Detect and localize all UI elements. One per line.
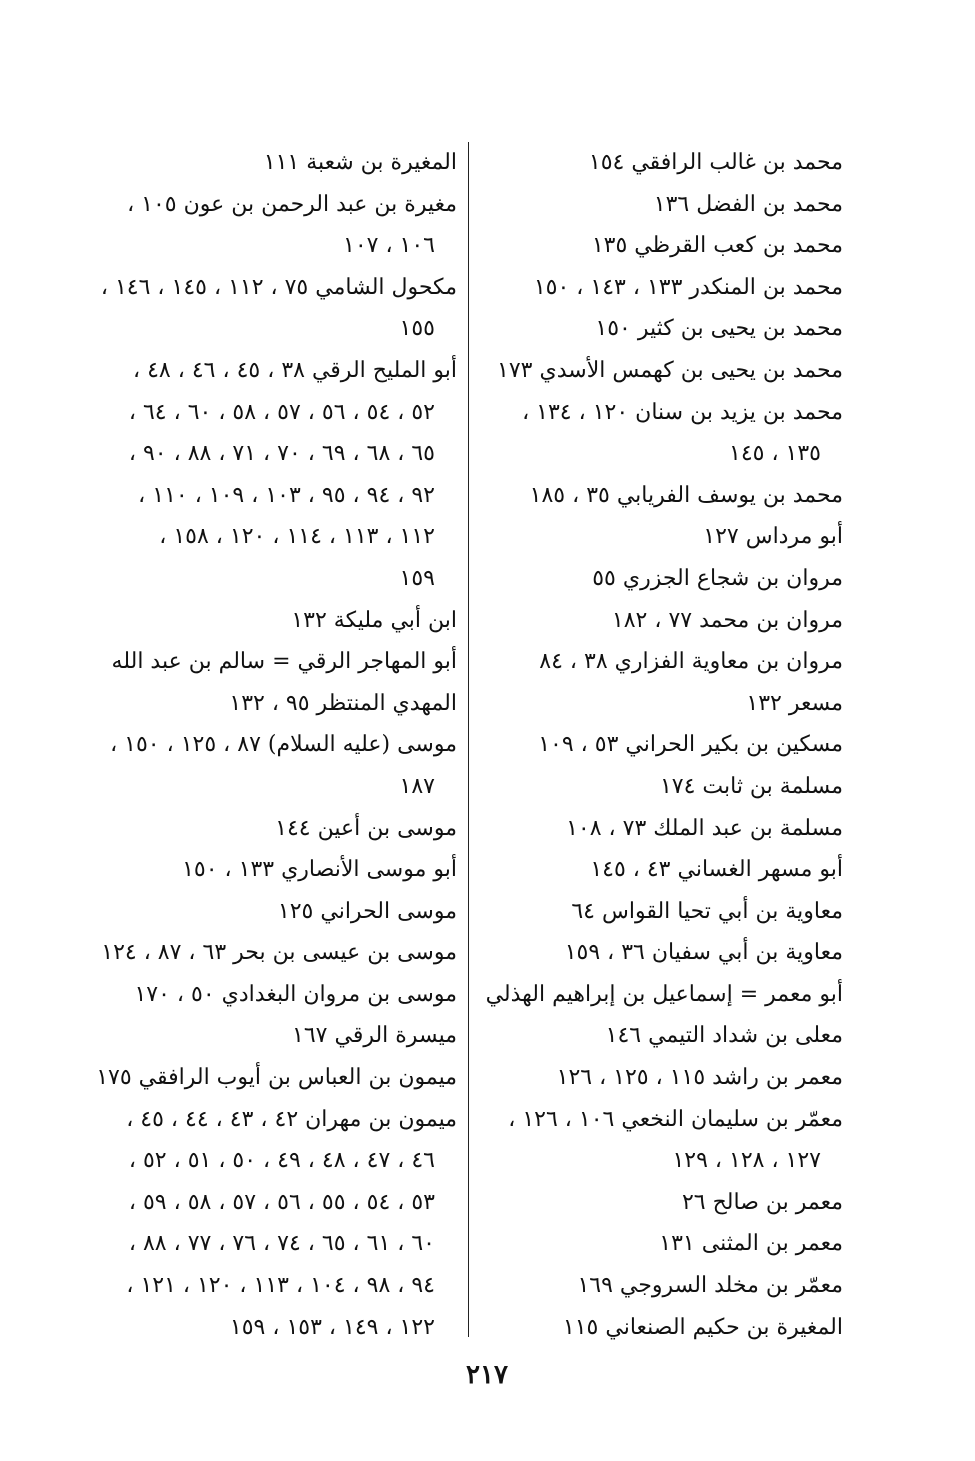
index-entry [478,974,843,1016]
index-entry-line: مسكين بن بكير الحراني ٥٣ ، ١٠٩ [538,732,843,758]
index-entry-line: محمد بن المنكدر ١٣٣ ، ١٤٣ ، ١٥٠ [533,274,843,300]
index-entry [478,1015,843,1057]
index-entry-line: أبو مرداس ١٢٧ [703,524,843,550]
index-entry [478,225,843,267]
index-entry-line: معمر بن المثنى ١٣١ [659,1231,843,1257]
index-entry [478,641,843,683]
index-entry [478,1223,843,1265]
index-entry [95,641,457,683]
index-entry-line: موسى بن أعين ١٤٤ [275,815,457,841]
index-entry [95,1015,457,1057]
index-entry-line: المغيرة بن حكيم الصنعاني ١١٥ [562,1314,843,1340]
index-entry-line: محمد بن غالب الرافقي ١٥٤ [588,150,843,175]
index-entry [478,1307,843,1349]
index-entry-line: أبو المهاجر الرقي = سالم بن عبد الله [111,649,457,675]
index-entry [478,558,843,600]
index-entry-continuation: ١٨٧ [399,773,435,799]
index-entry-line: محمد بن يحيى بن كهمس الأسدي ١٧٣ [497,357,843,383]
index-entry [478,184,843,226]
index-entry-line: ميمون بن مهران ٤٢ ، ٤٣ ، ٤٤ ، ٤٥ ، [126,1106,457,1132]
index-entry-line: محمد بن الفضل ١٣٦ [653,191,843,217]
index-entry [95,1057,457,1099]
index-entry-line: موسى الحراني ١٢٥ [277,898,457,924]
index-entry [478,142,843,184]
index-entry-line: محمد بن يزيد بن سنان ١٢٠ ، ١٣٤ ، [522,399,843,425]
index-column-left [95,142,457,1348]
index-entry-continuation: ١٥٥ [399,316,435,342]
index-entry [95,350,457,600]
index-entry-line: معاوية بن أبي سفيان ٣٦ ، ١٥٩ [564,940,843,966]
index-entry [95,184,457,267]
index-entry [95,267,457,350]
index-entry-continuation: ٦٠ ، ٦١ ، ٦٥ ، ٧٤ ، ٧٦ ، ٧٧ ، ٨٨ ، [128,1231,435,1257]
index-entry-line: أبو معمر = إسماعيل بن إبراهيم الهذلي [485,981,843,1007]
index-entry-line: أبو موسى الأنصاري ١٣٣ ، ١٥٠ [182,857,457,883]
index-entry-line: المهدي المنتظر ٩٥ ، ١٣٢ [229,690,457,716]
index-entry [95,932,457,974]
index-entry [478,600,843,642]
index-entry [478,808,843,850]
index-entry-continuation: ١١٢ ، ١١٣ ، ١١٤ ، ١٢٠ ، ١٥٨ ، [159,524,435,550]
index-entry [478,849,843,891]
index-entry [478,267,843,309]
index-column-right [478,142,843,1348]
index-entry-line: ابن أبي مليكة ١٣٢ [291,607,457,633]
index-entry-line: أبو المليح الرقي ٣٨ ، ٤٥ ، ٤٦ ، ٤٨ ، [133,357,457,383]
index-entry-line: مكحول الشامي ٧٥ ، ١١٢ ، ١٤٥ ، ١٤٦ ، [100,274,457,300]
index-entry-line: موسى بن عيسى بن بحر ٦٣ ، ٨٧ ، ١٢٤ [101,940,457,966]
index-entry [478,392,843,475]
index-entry [478,1057,843,1099]
index-entry [478,516,843,558]
index-entry [478,1265,843,1307]
index-entry-continuation: ٩٤ ، ٩٨ ، ١٠٤ ، ١١٣ ، ١٢٠ ، ١٢١ ، [126,1273,435,1299]
index-entry-continuation: ٤٦ ، ٤٧ ، ٤٨ ، ٤٩ ، ٥٠ ، ٥١ ، ٥٢ ، [128,1148,435,1174]
page-number: ٢١٧ [466,1360,508,1390]
index-entry-line: معلى بن شداد التيمي ١٤٦ [605,1023,843,1049]
index-entry [478,683,843,725]
index-entry-line: مروان بن معاوية الفزاري ٣٨ ، ٨٤ [539,649,843,675]
index-entry-line: ميسرة الرقي ١٦٧ [292,1023,457,1049]
index-entry-line: معمّر بن سليمان النخعي ١٠٦ ، ١٢٦ ، [508,1106,843,1132]
index-entry-continuation: ١٥٩ [399,565,435,591]
index-entry-line: محمد بن يحيى بن كثير ١٥٠ [595,316,843,342]
index-entry-continuation: ٥٢ ، ٥٤ ، ٥٦ ، ٥٧ ، ٥٨ ، ٦٠ ، ٦٤ ، [128,399,435,425]
index-entry [478,932,843,974]
index-entry [95,849,457,891]
index-entry-line: مسلمة بن عبد الملك ٧٣ ، ١٠٨ [566,815,843,841]
index-entry-line: موسى (عليه السلام) ٨٧ ، ١٢٥ ، ١٥٠ ، [110,732,457,758]
index-entry-line: ميمون بن العباس بن أيوب الرافقي ١٧٥ [96,1065,457,1091]
index-entry-line: أبو مسهر الغساني ٤٣ ، ١٤٥ [590,857,843,883]
index-entry-line: محمد بن يوسف الفريابي ٣٥ ، ١٨٥ [529,482,843,508]
index-entry-line: معمر بن صالح ٢٦ [681,1189,843,1215]
index-entry [478,724,843,766]
index-entry-continuation: ١٣٥ ، ١٤٥ [729,441,821,467]
index-entry-continuation: ١٢٢ ، ١٤٩ ، ١٥٣ ، ١٥٩ [229,1314,435,1340]
index-entry [95,683,457,725]
index-entry [95,142,457,184]
index-entry [478,1099,843,1182]
column-divider [468,142,469,1337]
index-entry-continuation: ١٠٦ ، ١٠٧ [343,233,435,259]
index-entry-continuation: ٩٢ ، ٩٤ ، ٩٥ ، ١٠٣ ، ١٠٩ ، ١١٠ ، [138,482,435,508]
index-entry-line: معمّر بن مخلد السروجي ١٦٩ [577,1273,843,1299]
index-entry-line: مسعر ١٣٢ [746,690,843,716]
index-entry [478,766,843,808]
index-entry [95,1099,457,1349]
index-entry-line: المغيرة بن شعبة ١١١ [263,150,457,175]
index-entry-continuation: ٥٣ ، ٥٤ ، ٥٥ ، ٥٦ ، ٥٧ ، ٥٨ ، ٥٩ ، [128,1189,435,1215]
index-entry [95,974,457,1016]
index-entry [478,475,843,517]
index-entry-line: معاوية بن أبي تحيا القواس ٦٤ [571,898,843,924]
index-entry [95,600,457,642]
index-entry [478,350,843,392]
index-entry [478,1182,843,1224]
index-entry [95,724,457,807]
index-entry [478,308,843,350]
index-entry-line: مغيرة بن عبد الرحمن بن عون ١٠٥ ، [127,191,457,217]
index-entry-line: مسلمة بن ثابت ١٧٤ [659,773,843,799]
index-entry-line: مروان بن محمد ٧٧ ، ١٨٢ [611,607,843,633]
index-entry-line: محمد بن كعب القرظي ١٣٥ [591,233,843,259]
index-entry [478,891,843,933]
index-entry [95,891,457,933]
index-entry-continuation: ٦٥ ، ٦٨ ، ٦٩ ، ٧٠ ، ٧١ ، ٨٨ ، ٩٠ ، [128,441,435,467]
index-entry-line: مروان بن شجاع الجزري ٥٥ [592,565,843,591]
index-entry-line: موسى بن مروان البغدادي ٥٠ ، ١٧٠ [134,981,457,1007]
index-entry [95,808,457,850]
index-entry-continuation: ١٢٧ ، ١٢٨ ، ١٢٩ [672,1148,821,1174]
index-entry-line: معمر بن راشد ١١٥ ، ١٢٥ ، ١٢٦ [556,1065,843,1091]
